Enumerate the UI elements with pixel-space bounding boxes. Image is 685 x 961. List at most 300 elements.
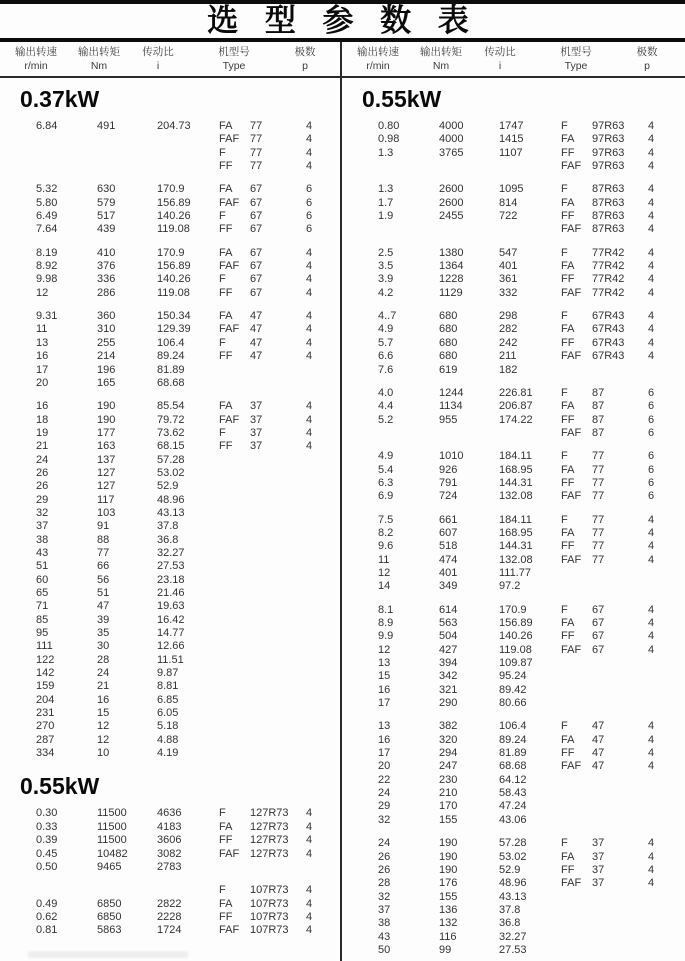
cell-torque: 255 (97, 336, 116, 349)
table-row (0, 587, 340, 600)
cell-ratio: 1747 (499, 120, 524, 132)
cell-ratio: 547 (499, 246, 518, 259)
cell-ratio: 19.63 (157, 600, 185, 613)
cell-speed: 37 (36, 520, 49, 533)
cell-poles: 6 (648, 476, 655, 489)
cell-type-prefix: FAF (219, 323, 240, 336)
cell-speed: 71 (36, 600, 49, 613)
cell-type-prefix: FF (561, 863, 575, 876)
cell-speed: 142 (36, 667, 55, 680)
col-label: 传动比 (142, 46, 174, 58)
cell-torque: 1129 (439, 286, 463, 299)
col-header-speed (346, 45, 410, 73)
table-row (0, 600, 340, 613)
col-unit: Type (564, 60, 588, 72)
cell-torque: 349 (439, 580, 458, 593)
cell-type-model: 37 (250, 400, 263, 413)
cell-speed: 334 (36, 747, 55, 760)
cell-speed: 9.6 (378, 540, 394, 553)
cell-torque: 290 (439, 697, 458, 710)
cell-ratio: 32.27 (499, 930, 527, 943)
table-row (342, 147, 685, 160)
cell-torque: 1380 (439, 246, 464, 259)
cell-poles: 4 (306, 834, 313, 847)
table-row (342, 183, 685, 196)
table-row (342, 260, 685, 273)
cell-speed: 287 (36, 733, 55, 746)
cell-speed: 0.98 (378, 133, 400, 146)
cell-type-prefix: FAF (219, 847, 240, 860)
col-unit: i (498, 60, 502, 72)
table-row (0, 160, 340, 173)
cell-poles: 4 (306, 246, 313, 259)
cell-speed: 270 (36, 720, 55, 733)
cell-ratio: 21.46 (157, 587, 185, 599)
row-block (0, 183, 340, 236)
cell-speed: 0.81 (36, 924, 58, 937)
cell-ratio: 73.62 (157, 426, 185, 439)
table-row (0, 627, 340, 640)
cell-torque: 51 (97, 587, 110, 599)
cell-type-prefix: F (219, 336, 226, 349)
table-row (342, 350, 685, 363)
cell-poles: 4 (648, 323, 655, 336)
cell-ratio: 174.22 (499, 413, 533, 426)
cell-type-prefix: F (561, 386, 568, 399)
cell-torque: 439 (97, 223, 116, 236)
cell-ratio: 168.95 (499, 463, 533, 476)
cell-type-model: 77 (250, 146, 263, 159)
table-row (342, 917, 685, 930)
cell-torque: 607 (439, 526, 458, 539)
cell-speed: 65 (36, 587, 49, 599)
table-row (0, 547, 340, 560)
cell-type-model: 67 (250, 246, 263, 259)
table-row (342, 931, 685, 944)
cell-type-prefix: FAF (561, 553, 582, 566)
cell-type-model: 47 (592, 747, 605, 760)
cell-torque: 724 (439, 490, 458, 503)
table-row (0, 210, 340, 223)
cell-speed: 1.3 (378, 183, 394, 196)
cell-poles: 4 (648, 540, 655, 553)
cell-speed: 15 (378, 670, 391, 683)
table-row (342, 787, 685, 800)
cell-ratio: 184.11 (499, 513, 532, 526)
cell-torque: 680 (439, 350, 458, 363)
cell-type-prefix: FA (561, 463, 575, 476)
cell-ratio: 37.8 (157, 520, 179, 533)
cell-poles: 6 (648, 463, 655, 476)
cell-poles: 4 (306, 310, 313, 323)
cell-speed: 9.98 (36, 273, 58, 286)
cell-speed: 26 (36, 466, 49, 479)
cell-speed: 17 (378, 697, 391, 710)
cell-type-model: 67 (250, 196, 263, 209)
cell-type-model: 67 (250, 286, 263, 299)
table-row (0, 848, 340, 861)
cell-speed: 1.9 (378, 210, 394, 223)
cell-type-prefix: FF (561, 747, 575, 760)
col-unit: Type (222, 60, 246, 72)
table-row (342, 554, 685, 567)
cell-ratio: 48.96 (499, 877, 527, 890)
cell-ratio: 36.8 (157, 533, 179, 546)
cell-torque: 5863 (97, 924, 122, 937)
cell-torque: 247 (439, 760, 458, 773)
cell-torque: 24 (97, 667, 110, 680)
cell-type-prefix: FA (219, 400, 233, 413)
cell-torque: 2455 (439, 210, 464, 223)
cell-ratio: 2228 (157, 910, 182, 923)
cell-ratio: 132.08 (499, 490, 533, 503)
table-row (0, 560, 340, 573)
cell-speed: 51 (36, 560, 49, 573)
cell-torque: 427 (439, 643, 458, 656)
cell-torque: 15 (97, 707, 110, 720)
col-header-poles (626, 45, 668, 73)
cell-type-model: 127R73 (250, 834, 289, 847)
table-row (342, 210, 685, 223)
cell-speed: 38 (36, 533, 49, 546)
cell-speed: 16 (36, 350, 49, 363)
cell-torque: 155 (439, 890, 458, 903)
cell-ratio: 206.87 (499, 400, 533, 413)
cell-speed: 6.3 (378, 476, 394, 489)
cell-torque: 310 (97, 323, 116, 336)
cell-speed: 26 (36, 480, 49, 493)
table-row (0, 884, 340, 897)
cell-torque: 11500 (97, 807, 127, 820)
table-row (342, 630, 685, 643)
cell-torque: 21 (97, 680, 110, 693)
cell-speed: 7.5 (378, 513, 394, 526)
cell-type-model: 97R63 (592, 160, 625, 173)
table-row (342, 837, 685, 850)
cell-torque: 342 (439, 670, 458, 683)
cell-poles: 6 (648, 413, 655, 426)
cell-torque: 336 (97, 273, 116, 286)
table-body-right (342, 79, 685, 961)
cell-poles: 4 (648, 526, 655, 539)
cell-ratio: 4636 (157, 807, 182, 820)
cell-type-model: 67 (250, 183, 263, 196)
cell-ratio: 140.26 (499, 630, 533, 643)
cell-ratio: 81.89 (157, 363, 185, 376)
cell-speed: 50 (378, 943, 391, 956)
cell-poles: 4 (648, 210, 655, 223)
cell-type-model: 47 (250, 336, 263, 349)
cell-torque: 286 (97, 286, 116, 299)
cell-ratio: 3082 (157, 847, 182, 860)
cell-poles: 6 (648, 426, 655, 439)
cell-ratio: 1415 (499, 133, 524, 146)
cell-ratio: 2783 (157, 860, 182, 873)
cell-torque: 176 (439, 877, 458, 890)
cell-type-prefix: FF (219, 223, 233, 236)
cell-poles: 4 (306, 897, 313, 910)
col-unit: Nm (432, 60, 450, 72)
col-header-ratio (474, 45, 526, 73)
cell-ratio: 1724 (157, 924, 182, 937)
cell-torque: 394 (439, 657, 458, 670)
cell-ratio: 4.88 (157, 733, 179, 746)
cell-speed: 8.92 (36, 260, 58, 273)
table-row (0, 147, 340, 160)
cell-ratio: 156.89 (157, 196, 191, 209)
cell-ratio: 119.08 (157, 286, 190, 299)
cell-poles: 4 (648, 120, 655, 132)
cell-type-model: 87R63 (592, 183, 625, 196)
cell-ratio: 37.8 (499, 903, 521, 916)
table-row (342, 247, 685, 260)
cell-speed: 37 (378, 903, 391, 916)
cell-type-prefix: F (561, 720, 568, 733)
cell-torque: 791 (439, 476, 458, 489)
cell-type-model: 37 (592, 837, 605, 850)
col-label: 机型号 (560, 46, 592, 58)
cell-type-prefix: F (219, 273, 226, 286)
cell-torque: 127 (97, 480, 116, 493)
cell-type-prefix: F (219, 210, 226, 223)
cell-poles: 6 (648, 400, 655, 413)
row-block (0, 884, 340, 937)
cell-speed: 6.49 (36, 210, 58, 223)
cell-poles: 4 (306, 133, 313, 146)
cell-ratio: 144.31 (499, 476, 533, 489)
row-block (0, 247, 340, 300)
cell-speed: 6.84 (36, 120, 58, 132)
cell-type-model: 47 (250, 323, 263, 336)
col-label: 机型号 (218, 46, 250, 58)
cell-speed: 2.5 (378, 246, 394, 259)
cell-ratio: 68.68 (499, 760, 527, 773)
cell-poles: 4 (648, 160, 655, 173)
cell-poles: 6 (648, 490, 655, 503)
cell-poles: 4 (648, 720, 655, 733)
row-block (0, 807, 340, 874)
cell-torque: 630 (97, 183, 116, 196)
cell-type-prefix: F (219, 146, 226, 159)
cell-speed: 4.9 (378, 450, 394, 463)
table-row (342, 427, 685, 440)
cell-torque: 6850 (97, 910, 122, 923)
cell-ratio: 52.9 (157, 480, 179, 493)
cell-torque: 88 (97, 533, 110, 546)
table-row (0, 400, 340, 413)
cell-speed: 12 (36, 286, 49, 299)
cell-type-model: 77R42 (592, 286, 625, 299)
cell-type-model: 77R42 (592, 260, 625, 273)
cell-torque: 614 (439, 603, 458, 616)
cell-ratio: 57.28 (499, 837, 527, 850)
cell-type-model: 77 (250, 133, 263, 146)
cell-poles: 4 (306, 440, 313, 453)
cell-type-prefix: F (219, 884, 226, 897)
cell-ratio: 211 (499, 350, 517, 363)
cell-type-prefix: FA (561, 400, 575, 413)
cell-speed: 60 (36, 573, 49, 586)
cell-speed: 6.9 (378, 490, 394, 503)
table-row (342, 337, 685, 350)
cell-type-prefix: F (561, 450, 568, 463)
column-headers-right (342, 42, 685, 78)
col-unit: i (156, 60, 160, 72)
cell-type-prefix: F (219, 426, 226, 439)
cell-torque: 77 (97, 546, 110, 559)
cell-poles: 4 (648, 350, 655, 363)
cell-torque: 190 (439, 837, 458, 850)
cell-poles: 4 (306, 884, 313, 897)
cell-speed: 1.7 (378, 196, 394, 209)
cell-type-model: 67 (592, 617, 605, 629)
table-body-left (0, 79, 340, 948)
cell-speed: 4.2 (378, 286, 394, 299)
cell-speed: 32 (36, 506, 49, 519)
cell-type-model: 67R43 (592, 310, 625, 323)
table-row (342, 310, 685, 323)
cell-type-prefix: FF (219, 440, 233, 453)
cell-speed: 0.62 (36, 910, 58, 923)
cell-torque: 66 (97, 560, 110, 573)
cell-speed: 11 (36, 323, 48, 336)
cell-torque: 163 (97, 440, 116, 453)
table-row (0, 720, 340, 733)
table-row (0, 534, 340, 547)
table-row (0, 120, 340, 133)
table-row (342, 877, 685, 890)
cell-speed: 32 (378, 813, 391, 826)
cell-ratio: 5.18 (157, 720, 179, 733)
cell-speed: 6.6 (378, 350, 394, 363)
cell-torque: 210 (439, 787, 458, 800)
cell-speed: 0.50 (36, 860, 58, 873)
cell-torque: 680 (439, 323, 458, 336)
cell-speed: 8.2 (378, 526, 394, 539)
cell-poles: 4 (648, 733, 655, 746)
table-row (342, 851, 685, 864)
row-block (342, 247, 685, 300)
cell-speed: 43 (378, 930, 391, 943)
cell-speed: 95 (36, 627, 49, 640)
cell-poles: 4 (306, 336, 313, 349)
cell-type-model: 67R43 (592, 323, 625, 336)
cell-speed: 8.19 (36, 246, 58, 259)
table-row (342, 734, 685, 747)
cell-torque: 1244 (439, 386, 464, 399)
cell-torque: 1134 (439, 400, 463, 413)
cell-type-model: 47 (250, 350, 263, 363)
cell-type-model: 77R42 (592, 246, 625, 259)
table-row (342, 287, 685, 300)
cell-type-model: 87 (592, 400, 605, 413)
cell-torque: 10 (97, 747, 110, 760)
cell-torque: 320 (439, 733, 458, 746)
cell-poles: 6 (306, 183, 313, 196)
cell-speed: 122 (36, 653, 55, 666)
table-row (0, 911, 340, 924)
cell-ratio: 43.13 (499, 890, 527, 903)
col-unit: r/min (366, 60, 390, 72)
cell-type-model: 107R73 (250, 884, 289, 897)
table-row (342, 223, 685, 236)
table-row (0, 861, 340, 874)
cell-speed: 85 (36, 613, 49, 626)
table-row (0, 260, 340, 273)
col-label: 输出转速 (357, 46, 399, 58)
cell-type-model: 37 (592, 877, 605, 890)
cell-speed: 13 (378, 657, 391, 670)
cell-type-prefix: FA (561, 733, 575, 746)
cell-poles: 4 (306, 350, 313, 363)
table-row (342, 904, 685, 917)
cell-ratio: 106.4 (499, 720, 527, 733)
cell-type-prefix: FAF (561, 160, 582, 173)
cell-torque: 4000 (439, 133, 464, 146)
cell-poles: 4 (648, 223, 655, 236)
cell-torque: 155 (439, 813, 458, 826)
cell-type-model: 67 (250, 260, 263, 273)
table-row (342, 450, 685, 463)
cell-speed: 26 (378, 850, 391, 863)
cell-speed: 24 (378, 787, 391, 800)
col-label: 输出转矩 (420, 46, 462, 58)
table-row (342, 197, 685, 210)
cell-type-model: 67 (250, 223, 263, 236)
scan-artifact (28, 951, 188, 958)
table-row (0, 454, 340, 467)
cell-type-model: 47 (250, 310, 263, 323)
table-row (0, 197, 340, 210)
table-row (342, 464, 685, 477)
cell-speed: 29 (36, 493, 49, 506)
row-block (342, 514, 685, 594)
cell-type-model: 47 (592, 733, 605, 746)
cell-ratio: 170.9 (157, 183, 185, 196)
cell-speed: 1.3 (378, 146, 394, 159)
cell-torque: 137 (97, 453, 116, 466)
cell-ratio: 9.87 (157, 667, 179, 680)
cell-type-prefix: FF (561, 336, 575, 349)
table-row (0, 654, 340, 667)
row-block (342, 310, 685, 377)
cell-ratio: 85.54 (157, 400, 185, 413)
cell-torque: 504 (439, 630, 458, 643)
cell-poles: 4 (648, 183, 655, 196)
table-row (0, 414, 340, 427)
cell-torque: 196 (97, 363, 116, 376)
cell-type-model: 47 (592, 720, 605, 733)
cell-type-model: 87R63 (592, 223, 625, 236)
cell-torque: 35 (97, 627, 110, 640)
col-header-torque (70, 45, 128, 73)
cell-type-model: 77 (592, 526, 605, 539)
table-row (0, 287, 340, 300)
row-block (0, 310, 340, 390)
row-block (342, 604, 685, 711)
cell-torque: 39 (97, 613, 110, 626)
cell-speed: 5.7 (378, 336, 394, 349)
page-title: 选 型 参 数 表 (207, 3, 478, 38)
table-row (342, 747, 685, 760)
cell-torque: 30 (97, 640, 110, 653)
cell-poles: 4 (306, 323, 313, 336)
cell-type-prefix: FAF (561, 643, 582, 656)
cell-type-prefix: FF (219, 834, 233, 847)
table-row (342, 800, 685, 813)
cell-ratio: 401 (499, 260, 518, 273)
table-row (342, 697, 685, 710)
